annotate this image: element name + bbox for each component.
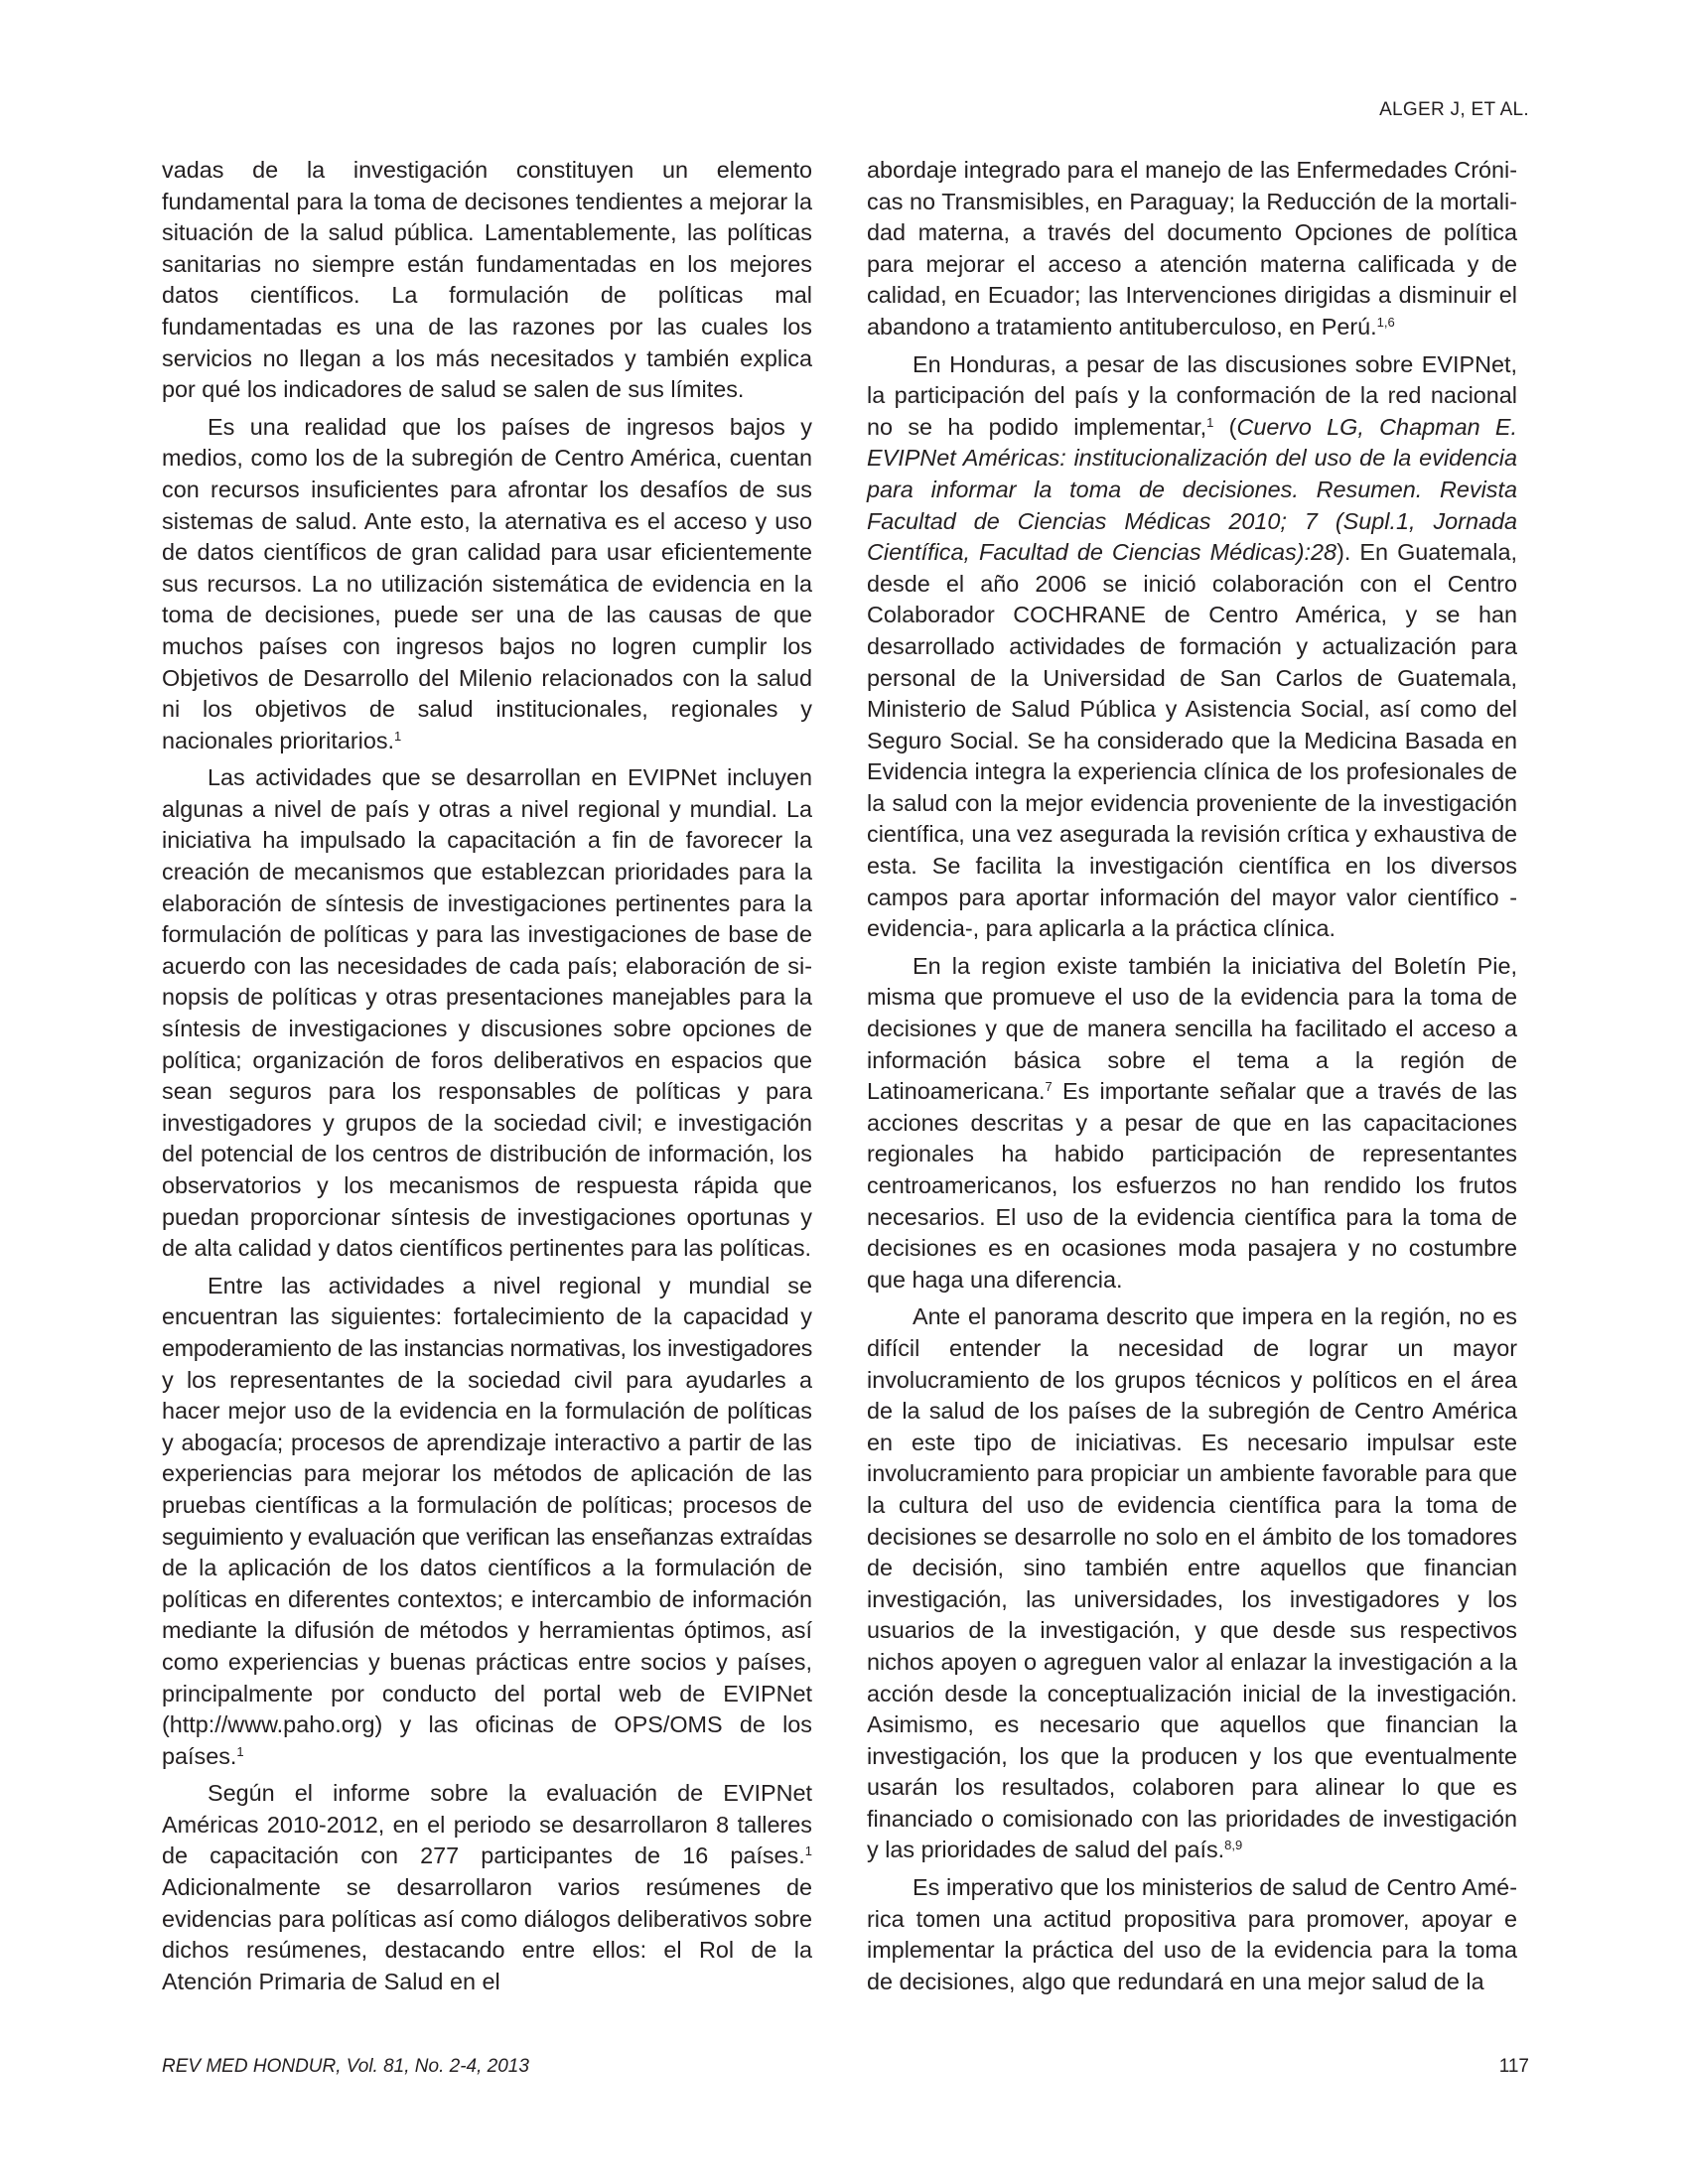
paragraph-text: Entre las actividades a nivel regional y mundial se encuentran las siguientes: fortalecimiento de la capacidad y xyxy=(162,1272,812,1330)
paragraph-text: Según el informe sobre la evaluación de EVIPNet Américas 2010-2012, en el periodo se desarrollaron 8 talleres de capacitación con 277 participantes de 16 países. xyxy=(162,1780,812,1869)
left-column xyxy=(162,155,812,2003)
paragraph-text: seguimiento y evaluación que verifican las enseñanzas extraídas xyxy=(162,1523,812,1550)
paragraph-text: Las actividades que se desarrollan en EVIPNet incluyen algunas a nivel de país y otras a nivel regional y mundial. La iniciativa ha impulsado la capacitación a fin de favorecer la creación de mecanismos que establezcan prioridades para la elaboración de síntesis de investigaciones pertinentes para la formulación de políticas y para las investigaciones de base de acuerdo con las necesidades de cada país; elaboración de sinopsis de políticas y otras presentaciones manejables para la síntesis de investigaciones y discusiones sobre opciones de política; organización de foros deliberativos en espacios que sean seguros para los responsables de políticas y para investigadores y grupos de la sociedad civil; e investigación del potencial de los centros de distribución de información, los observatorios y los mecanismos de respuesta rápida que puedan proporcionar síntesis de investigaciones oportunas y de alta calidad y datos científicos pertinentes para las políticas. xyxy=(162,764,812,1262)
footer-journal-citation: REV MED HONDUR, Vol. 81, No. 2-4, 2013 xyxy=(162,2056,529,2077)
reference-marker: 8,9 xyxy=(1224,1838,1243,1853)
paragraph xyxy=(867,951,1517,1297)
reference-marker: 1 xyxy=(394,728,402,744)
paragraph xyxy=(867,155,1517,343)
running-head: ALGER J, ET AL. xyxy=(1379,99,1529,120)
paragraph xyxy=(867,1872,1517,1997)
paragraph-text: Es una realidad que los países de ingresos bajos y medios, como los de la subregión de Centro América, cuentan con recursos insuficientes para afrontar los desafíos de sus sistemas de salud. Ante esto, la aternativa es el acceso y uso de datos científicos de gran calidad para usar eficientemente sus recursos. La no utilización sistemática de evidencia en la toma de decisiones, puede ser una de las causas de que muchos países con ingresos bajos no logren cumplir los Objetivos de Desarrollo del Milenio relacionados con la salud ni los objetivos de salud institucionales, regionales y nacionales prioritarios. xyxy=(162,413,812,753)
reference-marker: 1 xyxy=(1206,414,1214,430)
reference-marker: 7 xyxy=(1045,1079,1053,1095)
paragraph-text: empoderamiento de las instancias normativas, los investigadores xyxy=(162,1334,812,1361)
paragraph-text: En la region existe también la iniciativa del Boletín Pie, misma que promueve el uso de la evidencia para la toma de decisiones y que de manera sencilla ha facilitado el acceso a información básica sobre el tema a la región de Latinoamericana. xyxy=(867,952,1517,1105)
reference-marker: 1 xyxy=(804,1843,812,1859)
paragraph-text: En Honduras, a pesar de las discusiones sobre EVIPNet, la participación del país y la conformación de la red nacional no se ha podido implementar, xyxy=(867,350,1517,440)
paragraph-text: Adicionalmente se desarrollaron varios resúmenes de evidencias para políticas así como diálogos deliberativos sobre dichos resúmenes, destacando entre ellos: el Rol de la Atención Primaria de Salud en el xyxy=(162,1874,812,1994)
paragraph-text: ). En Guatemala, desde el año 2006 se inició colaboración con el Centro Colaborador COCHRANE de Centro América, y se han desarrollado actividades de formación y actualización para personal de la Universidad de San Carlos de Guatemala, Ministerio de Salud Pública y Asistencia Social, así como del Seguro Social. Se ha considerado que la Medicina Basada en Evidencia integra la experiencia clínica de los profesionales de la salud con la mejor evidencia proveniente de la investigación científica, una vez asegurada la revisión crítica y exhaustiva de esta. Se facilita la investigación científica en los diversos campos para aportar información del mayor valor científico -evidencia-, para aplicarla a la práctica clínica. xyxy=(867,539,1517,942)
citation-text: Cuervo LG, Chapman E. EVIPNet Américas: institucionalización del uso de la evidencia para informar la toma de decisiones. Resumen. Revista Facultad de Ciencias Médicas 2010; 7 (Supl.1, Jornada Científica, Facultad de Ciencias Médicas):28 xyxy=(867,413,1517,566)
page-number: 117 xyxy=(1498,2056,1529,2077)
paragraph-text: Es imperativo que los ministerios de salud de Centro América tomen una actitud propositiva para promover, apoyar e implementar la práctica del uso de la evidencia para la toma de decisiones, algo que redundará en una mejor salud de la xyxy=(867,1874,1517,1994)
reference-marker: 1 xyxy=(236,1743,244,1759)
paragraph xyxy=(162,412,812,757)
paragraph xyxy=(162,1778,812,1997)
paragraph xyxy=(162,1271,812,1773)
right-column xyxy=(867,155,1517,2003)
paragraph xyxy=(162,762,812,1265)
paragraph-text: de la aplicación de los datos científicos a la formulación de políticas en diferentes contextos; e intercambio de información mediante la difusión de métodos y herramientas óptimos, así como experiencias y buenas prácticas entre socios y países, principalmente por conducto del portal web de EVIPNet (http://www.paho.org) y las oficinas de OPS/OMS de los países. xyxy=(162,1555,812,1769)
paragraph-text: abordaje integrado para el manejo de las Enfermedades Crónicas no Transmisibles, en Paraguay; la Reducción de la mortalidad materna, a través del documento Opciones de política para mejorar el acceso a atención materna calificada y de calidad, en Ecuador; las Intervenciones dirigidas a disminuir el abandono a tratamiento antituberculoso, en Perú. xyxy=(867,157,1517,340)
paragraph-text: ( xyxy=(1213,413,1237,440)
paragraph-text: Es importante señalar que a través de las acciones descritas y a pesar de que en las capacitaciones regionales ha habido participación de representantes centroamericanos, los esfuerzos no han rendido los frutos necesarios. El uso de la evidencia científica para la toma de decisiones es en ocasiones moda pasajera y no costumbre que haga una diferencia. xyxy=(867,1078,1517,1293)
paragraph-text: vadas de la investigación constituyen un elemento fundamental para la toma de decisones tendientes a mejorar la situación de la salud pública. Lamentablemente, las políticas sanitarias no siempre están fundamentadas en los mejores datos científicos. La formulación de políticas mal fundamentadas es una de las razones por las cuales los servicios no llegan a los más necesitados y también explica por qué los indicadores de salud se salen de sus límites. xyxy=(162,157,812,403)
paragraph xyxy=(867,1301,1517,1866)
paragraph xyxy=(162,155,812,406)
reference-marker: 1,6 xyxy=(1376,314,1395,330)
paragraph-text: Ante el panorama descrito que impera en la región, no es difícil entender la necesidad de lograr un mayor involucramiento de los grupos técnicos y políticos en el área de la salud de los países de la subregión de Centro América en este tipo de iniciativas. Es necesario impulsar este involucramiento para propiciar un ambiente favorable para que la cultura del uso de evidencia científica para la toma de decisiones se desarrolle no solo en el ámbito de los tomadores de decisión, sino también entre aquellos que financian investigación, las universidades, los investigadores y los usuarios de la investigación, y que desde sus respectivos nichos apoyen o agreguen valor al enlazar la investigación a la acción desde la conceptualización inicial de la investigación. Asimismo, es necesario que aquellos que financian la investigación, los que la producen y los que eventualmente usarán los resultados, colaboren para alinear lo que es financiado o comisionado con las prioridades de investigación y las prioridades de salud del país. xyxy=(867,1303,1517,1863)
paragraph xyxy=(867,349,1517,945)
paragraph-text: y los representantes de la sociedad civil para ayudarles a hacer mejor uso de la evidencia en la formulación de políticas y abogacía; procesos de aprendizaje interactivo a partir de las experiencias para mejorar los métodos de aplicación de las pruebas científicas a la formulación de políticas; procesos de xyxy=(162,1366,812,1518)
